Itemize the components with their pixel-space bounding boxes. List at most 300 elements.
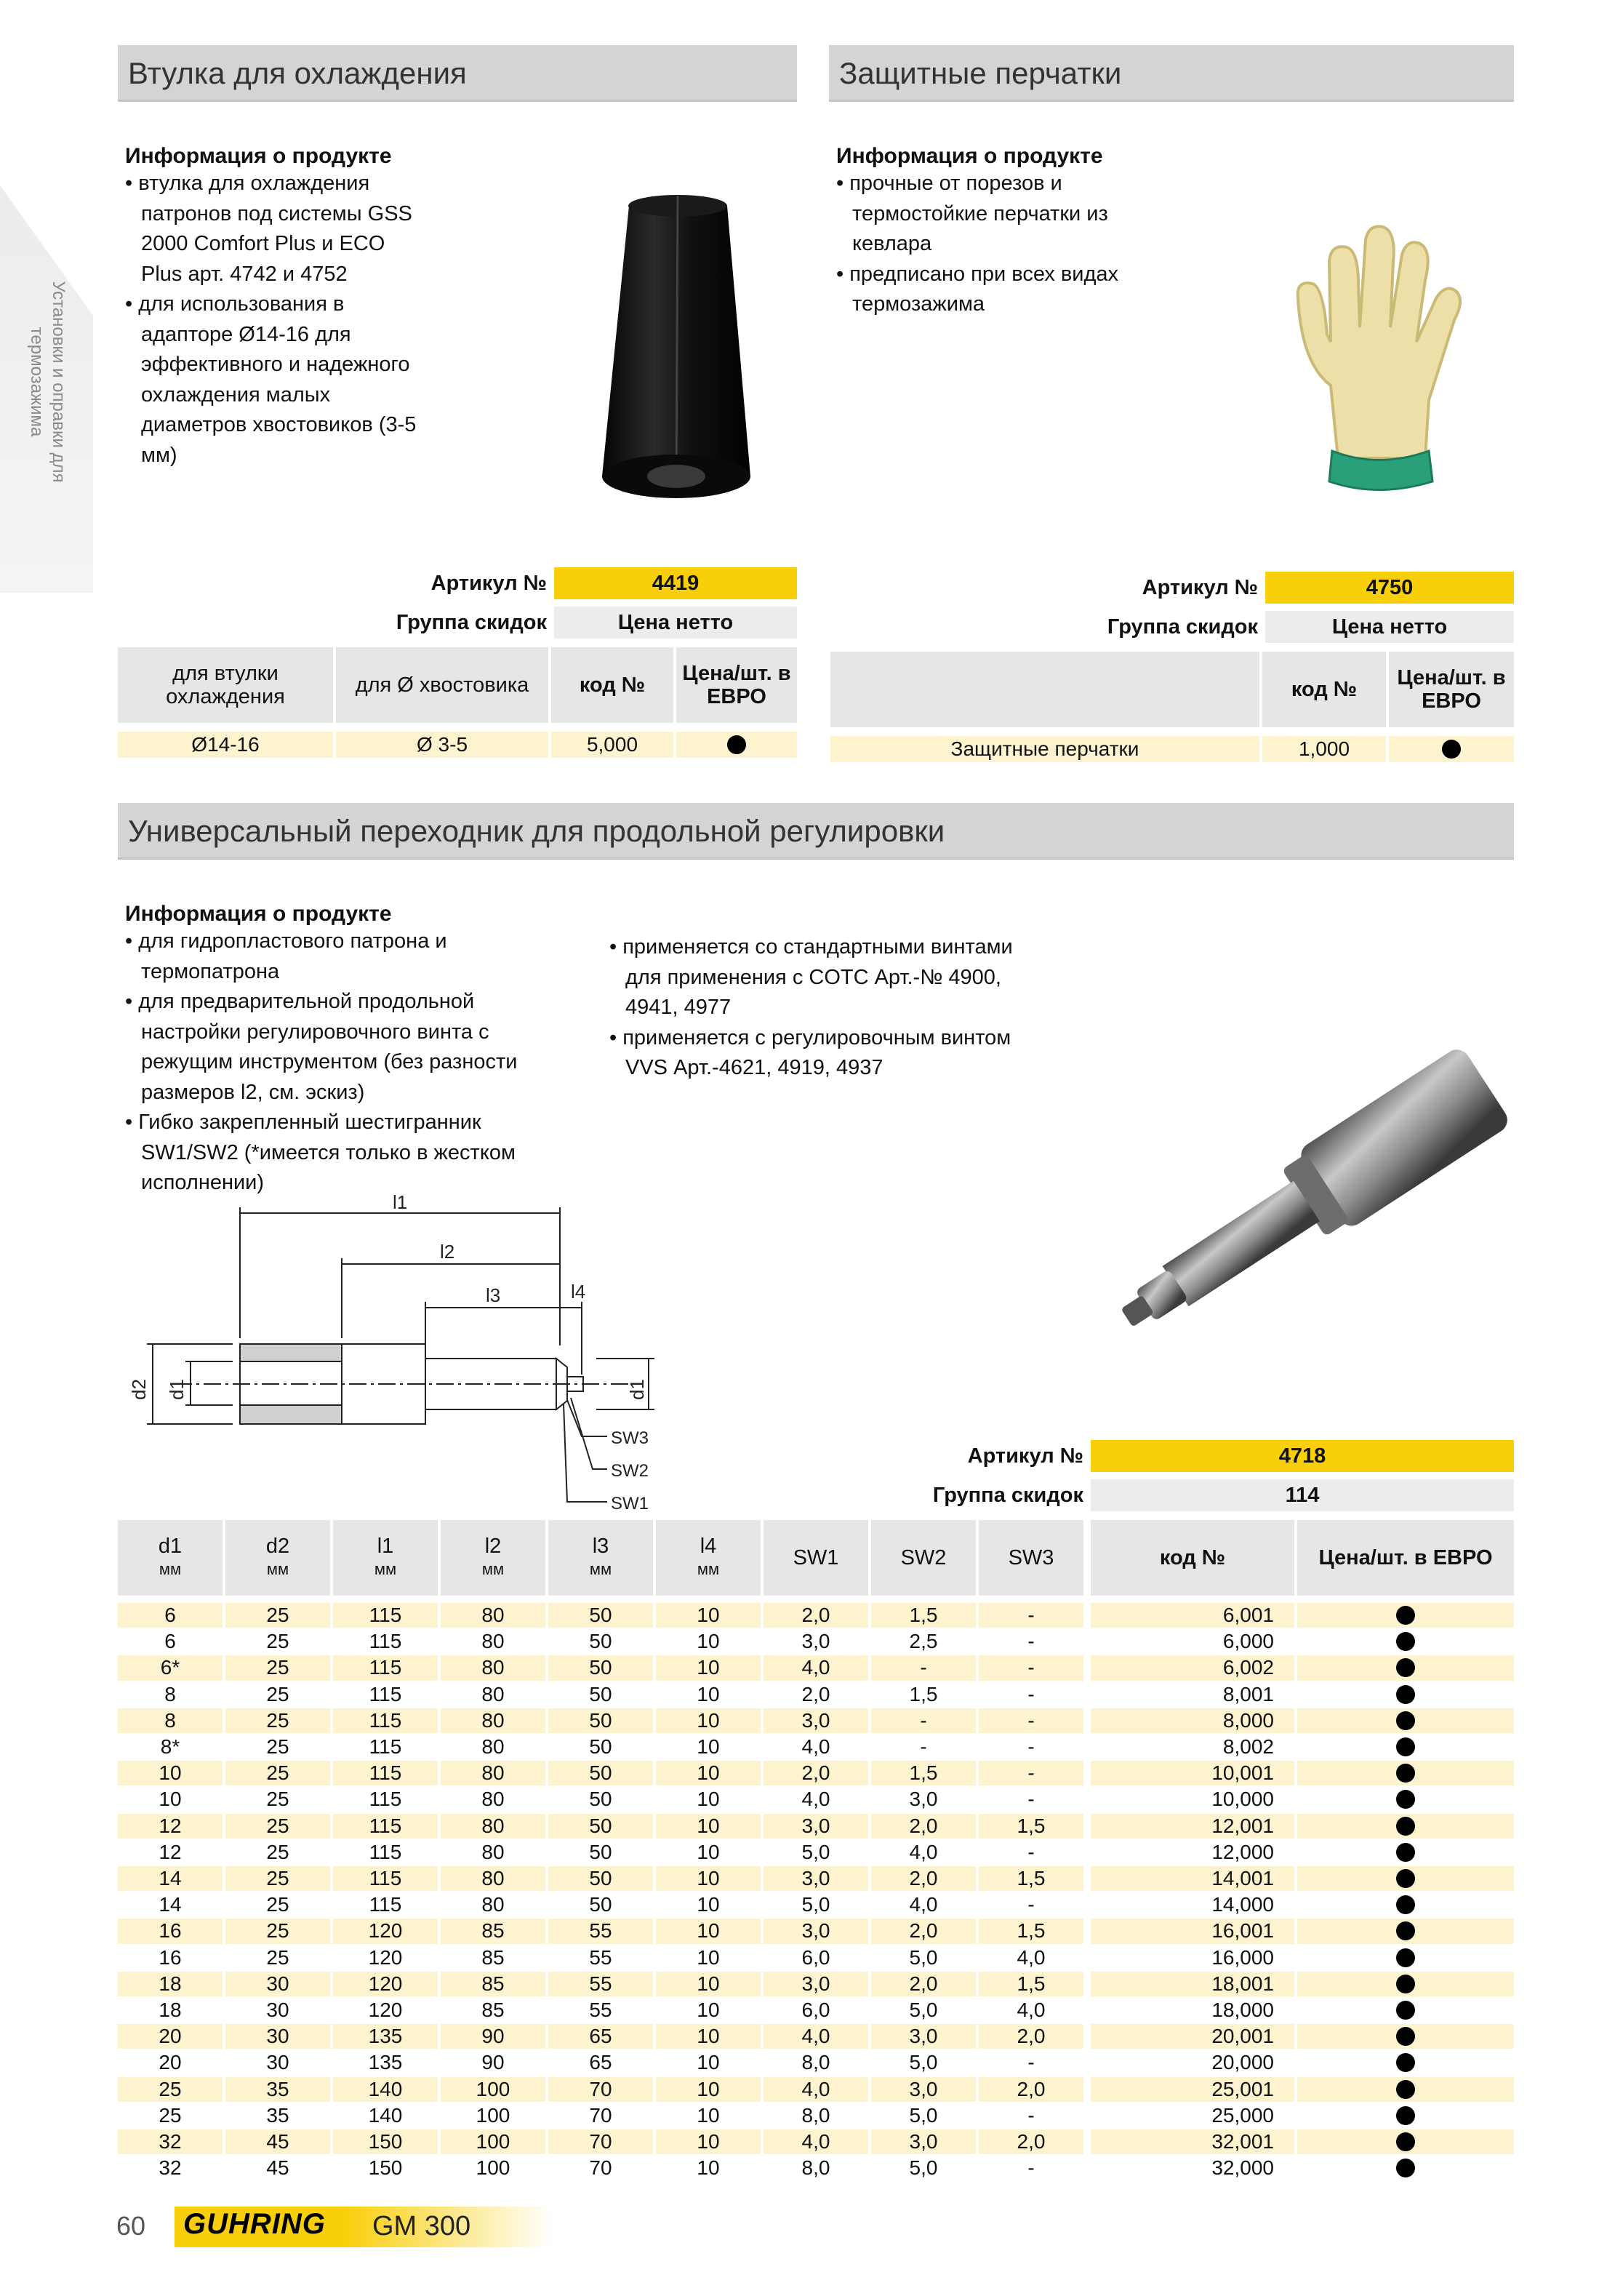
table-cell: - [979, 1603, 1083, 1628]
table-cell: 16 [118, 1945, 223, 1970]
table-row [118, 1603, 1514, 1628]
table-cell: 80 [441, 1708, 545, 1733]
price-cell [1297, 1892, 1514, 1917]
col-header-sleeve: для втулки охлаждения [118, 647, 333, 723]
price-dot-icon [1396, 1711, 1415, 1730]
table-cell: 8* [118, 1735, 223, 1759]
col-header-d2: d2 мм [225, 1520, 330, 1596]
table-cell: 4,0 [764, 2077, 868, 2102]
table-cell: - [979, 1682, 1083, 1707]
cell-price [676, 732, 797, 758]
table-cell: 70 [548, 2077, 653, 2102]
table-cell: 32,001 [1091, 2129, 1294, 2154]
price-dot-icon [727, 735, 746, 754]
table-cell: 8,0 [764, 2050, 868, 2075]
table-cell: 135 [333, 2024, 438, 2049]
catalog-name: GM 300 [372, 2211, 471, 2241]
table-cell: 1,5 [871, 1603, 976, 1628]
dim-sw1: SW1 [611, 1494, 649, 1513]
table-cell: 70 [548, 2103, 653, 2128]
table-cell: 140 [333, 2103, 438, 2128]
table-cell: 80 [441, 1787, 545, 1812]
table-cell: 5,0 [871, 2050, 976, 2075]
table-cell: 50 [548, 1603, 653, 1628]
price-cell [1297, 2050, 1514, 2075]
table-cell: 18,001 [1091, 1972, 1294, 1996]
table-cell: 32 [118, 2129, 223, 2154]
table-cell: 25,001 [1091, 2077, 1294, 2102]
table-cell: 50 [548, 1814, 653, 1839]
table-cell: 2,0 [871, 1972, 976, 1996]
table-row [118, 1655, 1514, 1680]
table-cell: 10 [656, 1761, 761, 1785]
table-cell: 32,000 [1091, 2156, 1294, 2180]
table-cell: 25 [118, 2103, 223, 2128]
table-cell: 2,0 [764, 1761, 868, 1785]
table-cell: 80 [441, 1814, 545, 1839]
table-cell: - [979, 2050, 1083, 2075]
price-dot-icon [1396, 1843, 1415, 1862]
table-cell: - [979, 1708, 1083, 1733]
table-cell: 2,0 [979, 2129, 1083, 2154]
table-cell: 115 [333, 1892, 438, 1917]
cell-code: 5,000 [551, 732, 673, 758]
table-cell: 50 [548, 1708, 653, 1733]
table-cell: 25 [225, 1629, 330, 1654]
table-cell: 115 [333, 1629, 438, 1654]
table-cell: 25,000 [1091, 2103, 1294, 2128]
side-tab-label: Установки и оправки для термозажима [27, 281, 68, 483]
table-cell: 120 [333, 1998, 438, 2023]
table-cell: 2,0 [979, 2077, 1083, 2102]
table-cell: 20,000 [1091, 2050, 1294, 2075]
table-cell: 4,0 [764, 2129, 868, 2154]
table-cell: 10 [656, 1814, 761, 1839]
table-row [118, 2050, 1514, 2075]
table-cell: 80 [441, 1629, 545, 1654]
price-dot-icon [1396, 2053, 1415, 2072]
table-cell: 135 [333, 2050, 438, 2075]
table-cell: 2,0 [871, 1919, 976, 1943]
price-dot-icon [1396, 1764, 1415, 1783]
info-bullet: • Гибко закрепленный шестигранник SW1/SW2 (*имеется только в жестком исполнении) [125, 1111, 516, 1194]
table-cell: 10 [118, 1761, 223, 1785]
table-cell: 50 [548, 1892, 653, 1917]
table-cell: 80 [441, 1840, 545, 1865]
table-cell: 6,0 [764, 1945, 868, 1970]
price-dot-icon [1396, 1975, 1415, 1993]
price-dot-icon [1396, 2106, 1415, 2125]
table-cell: 150 [333, 2156, 438, 2180]
table-cell: 115 [333, 1708, 438, 1733]
table-cell: 50 [548, 1761, 653, 1785]
table-cell: 10 [656, 1945, 761, 1970]
table-cell: 5,0 [871, 2103, 976, 2128]
price-dot-icon [1396, 2001, 1415, 2020]
adapter-image [1083, 1047, 1520, 1353]
table-cell: 150 [333, 2129, 438, 2154]
table-cell: 25 [118, 2077, 223, 2102]
info-heading: Информация о продукте [125, 902, 392, 926]
table-cell: 30 [225, 2024, 330, 2049]
price-dot-icon [1396, 1685, 1415, 1704]
discount-group-label: Группа скидок [932, 1483, 1083, 1507]
dim-l3: l3 [486, 1284, 501, 1306]
table-cell: 25 [225, 1787, 330, 1812]
table-cell: 4,0 [764, 1787, 868, 1812]
price-dot-icon [1442, 740, 1461, 759]
dim-d1-right: d1 [626, 1379, 648, 1400]
adapter-info-left [125, 902, 561, 1199]
table-cell: 3,0 [764, 1629, 868, 1654]
table-cell: 5,0 [764, 1892, 868, 1917]
price-dot-icon [1396, 2132, 1415, 2151]
table-cell: 14,001 [1091, 1866, 1294, 1891]
price-dot-icon [1396, 1632, 1415, 1651]
table-cell: 65 [548, 2050, 653, 2075]
col-header-code: код № [1262, 652, 1386, 727]
table-cell: 45 [225, 2156, 330, 2180]
table-cell: 4,0 [764, 1735, 868, 1759]
article-label: Артикул № [967, 1444, 1083, 1468]
table-cell: 14,000 [1091, 1892, 1294, 1917]
table-cell: 115 [333, 1655, 438, 1680]
cooling-sleeve-image [589, 185, 771, 505]
table-cell: 3,0 [871, 2129, 976, 2154]
table-cell: 20,001 [1091, 2024, 1294, 2049]
price-cell [1297, 1998, 1514, 2023]
table-cell: 65 [548, 2024, 653, 2049]
table-cell: 80 [441, 1761, 545, 1785]
table-cell: 5,0 [764, 1840, 868, 1865]
info-bullet: • для использования в адапторе Ø14-16 для эффективного и надежного охлаждения малых диаметров хвостовиков (3-5 мм) [125, 292, 417, 467]
col-header-l4: l4 мм [656, 1520, 761, 1596]
table-cell: 5,0 [871, 1945, 976, 1970]
price-cell [1297, 2024, 1514, 2049]
table-cell: 20 [118, 2050, 223, 2075]
table-cell: 4,0 [979, 1945, 1083, 1970]
table-cell: 14 [118, 1866, 223, 1891]
table-row [118, 1787, 1514, 1812]
table-cell: 90 [441, 2024, 545, 2049]
cell-price [1389, 736, 1514, 762]
table-cell: 120 [333, 1945, 438, 1970]
cell-code: 1,000 [1262, 736, 1386, 762]
table-cell: 30 [225, 1972, 330, 1996]
table-cell: 6 [118, 1603, 223, 1628]
table-cell: 10 [656, 2077, 761, 2102]
table-cell: 3,0 [764, 1814, 868, 1839]
table-cell: 10 [656, 1866, 761, 1891]
table-cell: 25 [225, 1892, 330, 1917]
price-dot-icon [1396, 2027, 1415, 2046]
col-header-sw1: SW1 [764, 1520, 868, 1596]
table-cell: 1,5 [871, 1682, 976, 1707]
table-cell: - [979, 1787, 1083, 1812]
dim-d2: d2 [128, 1379, 150, 1400]
discount-group-label: Группа скидок [396, 610, 547, 634]
col-header-l2: l2 мм [441, 1520, 545, 1596]
table-cell: 85 [441, 1998, 545, 2023]
table-cell: 115 [333, 1735, 438, 1759]
article-label: Артикул № [1142, 575, 1258, 599]
table-cell: 50 [548, 1840, 653, 1865]
table-cell: 20 [118, 2024, 223, 2049]
table-cell: 10 [656, 1682, 761, 1707]
table-cell: 6,000 [1091, 1629, 1294, 1654]
table-cell: 3,0 [764, 1972, 868, 1996]
table-cell: 115 [333, 1814, 438, 1839]
table-cell: 85 [441, 1919, 545, 1943]
table-cell: 10 [656, 2024, 761, 2049]
table-cell: 115 [333, 1866, 438, 1891]
discount-group: 114 [1091, 1479, 1514, 1511]
table-cell: 80 [441, 1603, 545, 1628]
table-cell: 25 [225, 1682, 330, 1707]
table-cell: 25 [225, 1866, 330, 1891]
section-title-adapter: Универсальный переходник для продольной регулировки [118, 803, 1514, 860]
table-cell: 18 [118, 1972, 223, 1996]
dim-l4: l4 [571, 1281, 586, 1303]
table-cell: 10 [656, 2156, 761, 2180]
price-cell [1297, 1840, 1514, 1865]
table-cell: 80 [441, 1866, 545, 1891]
table-cell: 2,5 [871, 1629, 976, 1654]
table-cell: 50 [548, 1735, 653, 1759]
table-cell: 70 [548, 2156, 653, 2180]
price-cell [1297, 1787, 1514, 1812]
table-row [118, 1840, 1514, 1865]
cell-shank: Ø 3-5 [336, 732, 548, 758]
table-cell: 55 [548, 1945, 653, 1970]
table-cell: - [979, 1840, 1083, 1865]
table-cell: 25 [225, 1761, 330, 1785]
table-cell: 100 [441, 2103, 545, 2128]
table-cell: 3,0 [764, 1708, 868, 1733]
table-cell: 12,001 [1091, 1814, 1294, 1839]
table-cell: 4,0 [979, 1998, 1083, 2023]
table-cell: 6* [118, 1655, 223, 1680]
col-header-sw2: SW2 [871, 1520, 976, 1596]
col-header-price: Цена/шт. в ЕВРО [1389, 652, 1514, 727]
table-row [118, 1735, 1514, 1759]
table-cell: 30 [225, 1998, 330, 2023]
price-cell [1297, 2156, 1514, 2180]
table-cell: - [979, 1892, 1083, 1917]
cell-sleeve: Ø14-16 [118, 732, 333, 758]
table-cell: 1,5 [979, 1866, 1083, 1891]
table-cell: 10,001 [1091, 1761, 1294, 1785]
table-cell: 120 [333, 1919, 438, 1943]
table-cell: 4,0 [764, 1655, 868, 1680]
table-cell: 10 [656, 1735, 761, 1759]
table-cell: 6,001 [1091, 1603, 1294, 1628]
price-dot-icon [1396, 1869, 1415, 1888]
table-cell: 90 [441, 2050, 545, 2075]
info-bullet: • для гидропластового патрона и термопатрона [125, 929, 447, 983]
table-cell: 10 [656, 2129, 761, 2154]
table-cell: 5,0 [871, 1998, 976, 2023]
table-row [118, 2077, 1514, 2102]
table-cell: 12,000 [1091, 1840, 1294, 1865]
table-cell: 10 [656, 1919, 761, 1943]
table-cell: 25 [225, 1708, 330, 1733]
table-cell: 4,0 [871, 1892, 976, 1917]
table-cell: - [871, 1735, 976, 1759]
price-cell [1297, 1603, 1514, 1628]
table-cell: 3,0 [871, 1787, 976, 1812]
col-header-price: Цена/шт. в ЕВРО [1297, 1520, 1514, 1596]
table-cell: 140 [333, 2077, 438, 2102]
table-cell: 25 [225, 1814, 330, 1839]
table-row [118, 1629, 1514, 1654]
table-cell: 16,001 [1091, 1919, 1294, 1943]
table-cell: 18,000 [1091, 1998, 1294, 2023]
table-cell: 2,0 [871, 1814, 976, 1839]
table-cell: 3,0 [871, 2077, 976, 2102]
table-cell: 1,5 [979, 1972, 1083, 1996]
col-header-sw3: SW3 [979, 1520, 1083, 1596]
table-row [118, 1945, 1514, 1970]
table-cell: 5,0 [871, 2156, 976, 2180]
info-bullet: • предписано при всех видах термозажима [836, 262, 1119, 316]
table-cell: - [979, 1655, 1083, 1680]
section-title-gloves: Защитные перчатки [829, 45, 1514, 102]
table-cell: 10 [656, 2103, 761, 2128]
table-cell: 10 [656, 2050, 761, 2075]
table-cell: 16,000 [1091, 1945, 1294, 1970]
cooling-sleeve-info [125, 144, 430, 471]
table-cell: 16 [118, 1919, 223, 1943]
table-cell: 1,5 [871, 1761, 976, 1785]
table-cell: 4,0 [764, 2024, 868, 2049]
col-header-blank [830, 652, 1259, 727]
table-cell: 25 [225, 1945, 330, 1970]
price-cell [1297, 2077, 1514, 2102]
table-cell: 115 [333, 1761, 438, 1785]
price-dot-icon [1396, 1790, 1415, 1809]
table-cell: 25 [225, 1603, 330, 1628]
table-cell: 18 [118, 1998, 223, 2023]
table-row [118, 1866, 1514, 1891]
price-dot-icon [1396, 2159, 1415, 2177]
table-cell: 10 [656, 1655, 761, 1680]
table-cell: 55 [548, 1919, 653, 1943]
price-dot-icon [1396, 1921, 1415, 1940]
table-row [118, 2156, 1514, 2180]
table-cell: 10 [118, 1787, 223, 1812]
gloves-info [836, 144, 1171, 320]
table-cell: 8 [118, 1708, 223, 1733]
table-cell: 80 [441, 1682, 545, 1707]
cell-product: Защитные перчатки [830, 736, 1259, 762]
table-cell: 3,0 [764, 1866, 868, 1891]
dim-sw2: SW2 [611, 1461, 649, 1481]
table-row [118, 1892, 1514, 1917]
article-number: 4419 [554, 567, 797, 599]
table-cell: 10 [656, 1840, 761, 1865]
price-cell [1297, 1919, 1514, 1943]
price-cell [1297, 1972, 1514, 1996]
col-header-l3: l3 мм [548, 1520, 653, 1596]
table-cell: 50 [548, 1682, 653, 1707]
price-cell [1297, 2103, 1514, 2128]
table-cell: 80 [441, 1735, 545, 1759]
info-bullet: • втулка для охлаждения патронов под системы GSS 2000 Comfort Plus и ECO Plus арт. 4742 и 4752 [125, 172, 412, 286]
table-row [118, 1682, 1514, 1707]
table-cell: 8,0 [764, 2103, 868, 2128]
price-dot-icon [1396, 1658, 1415, 1677]
price-cell [1297, 2129, 1514, 2154]
col-header-d1: d1 мм [118, 1520, 223, 1596]
discount-group: Цена нетто [554, 607, 797, 639]
table-cell: 30 [225, 2050, 330, 2075]
table-row [118, 2024, 1514, 2049]
col-header-code: код № [551, 647, 673, 723]
table-cell: 2,0 [979, 2024, 1083, 2049]
table-cell: 8,002 [1091, 1735, 1294, 1759]
table-cell: 115 [333, 1682, 438, 1707]
table-row [118, 1814, 1514, 1839]
table-row [118, 2129, 1514, 2154]
table-cell: 8,001 [1091, 1682, 1294, 1707]
price-cell [1297, 1655, 1514, 1680]
discount-group: Цена нетто [1265, 611, 1514, 643]
price-cell [1297, 1945, 1514, 1970]
table-cell: 25 [225, 1655, 330, 1680]
table-cell: 70 [548, 2129, 653, 2154]
table-cell: 6,002 [1091, 1655, 1294, 1680]
table-cell: 6 [118, 1629, 223, 1654]
table-cell: 120 [333, 1972, 438, 1996]
table-cell: 25 [225, 1919, 330, 1943]
table-cell: 2,0 [764, 1682, 868, 1707]
price-dot-icon [1396, 1895, 1415, 1914]
info-heading: Информация о продукте [125, 144, 392, 168]
table-cell: 10 [656, 1603, 761, 1628]
table-cell: 4,0 [871, 1840, 976, 1865]
price-cell [1297, 1708, 1514, 1733]
table-cell: 100 [441, 2156, 545, 2180]
col-header-shank: для Ø хвостовика [336, 647, 548, 723]
price-cell [1297, 1866, 1514, 1891]
table-cell: - [979, 1629, 1083, 1654]
table-cell: 10 [656, 1708, 761, 1733]
table-cell: 80 [441, 1892, 545, 1917]
dim-l2: l2 [440, 1241, 455, 1263]
table-cell: - [979, 1735, 1083, 1759]
table-row [118, 2103, 1514, 2128]
info-bullet: • применяется с регулировочным винтом VVS Арт.-4621, 4919, 4937 [609, 1025, 1011, 1079]
table-cell: - [979, 2103, 1083, 2128]
info-bullet: • применяется со стандартными винтами для применения с COTC Арт.-№ 4900, 4941, 4977 [609, 935, 1013, 1019]
price-cell [1297, 1682, 1514, 1707]
info-heading: Информация о продукте [836, 144, 1103, 168]
table-cell: 35 [225, 2077, 330, 2102]
table-cell: 50 [548, 1866, 653, 1891]
price-dot-icon [1396, 1817, 1415, 1836]
col-header-l1: l1 мм [333, 1520, 438, 1596]
table-row [118, 1919, 1514, 1943]
table-cell: 55 [548, 1998, 653, 2023]
table-cell: 115 [333, 1603, 438, 1628]
section-title-cooling-sleeve: Втулка для охлаждения [118, 45, 797, 102]
table-cell: 100 [441, 2077, 545, 2102]
price-cell [1297, 1629, 1514, 1654]
col-header-price: Цена/шт. в ЕВРО [676, 647, 797, 723]
table-row [118, 1708, 1514, 1733]
table-cell: 25 [225, 1840, 330, 1865]
